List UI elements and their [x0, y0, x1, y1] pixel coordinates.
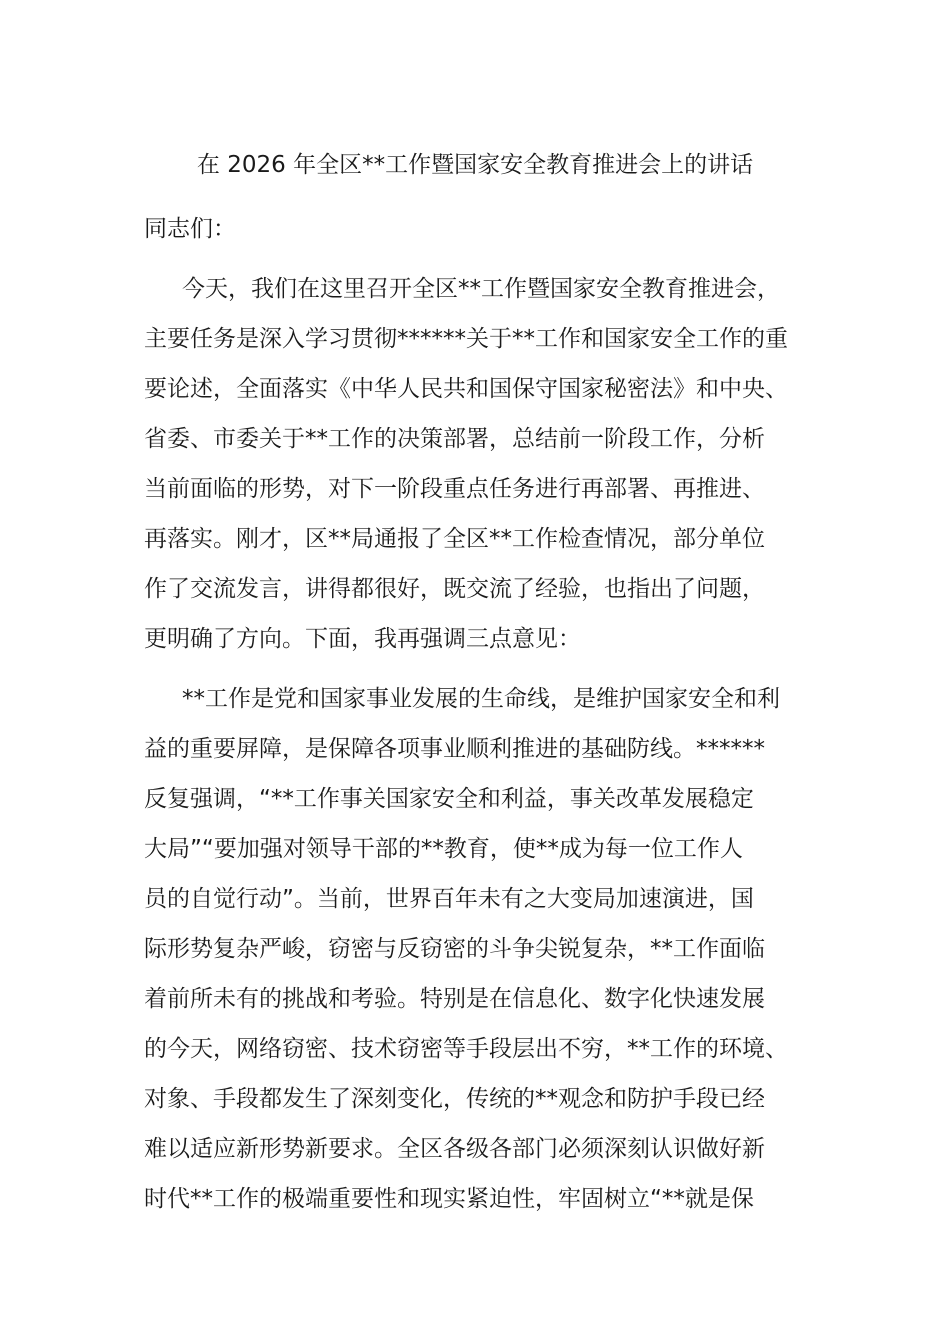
paragraph-line: 作了交流发言，讲得都很好，既交流了经验，也指出了问题， [144, 576, 765, 602]
document-title [0, 148, 950, 182]
paragraph-1 [144, 272, 816, 672]
salutation: 同志们： [144, 216, 236, 242]
paragraph-line: 益的重要屏障，是保障各项事业顺利推进的基础防线。****** [144, 736, 765, 762]
paragraph-line: 今天，我们在这里召开全区**工作暨国家安全教育推进会， [182, 276, 780, 302]
paragraph-line: 着前所未有的挑战和考验。特别是在信息化、数字化快速发展 [144, 986, 765, 1012]
paragraph-line: 反复强调，“**工作事关国家安全和利益，事关改革发展稳定 [144, 786, 754, 812]
paragraph-line: 时代**工作的极端重要性和现实紧迫性，牢固树立“**就是保 [144, 1186, 754, 1212]
paragraph-line: 主要任务是深入学习贯彻******关于**工作和国家安全工作的重 [144, 326, 788, 352]
paragraph-line: 对象、手段都发生了深刻变化，传统的**观念和防护手段已经 [144, 1086, 765, 1112]
paragraph-line: **工作是党和国家事业发展的生命线，是维护国家安全和利 [182, 686, 780, 712]
paragraph-line: 的今天，网络窃密、技术窃密等手段层出不穷，**工作的环境、 [144, 1036, 788, 1062]
paragraph-line: 员的自觉行动”。当前，世界百年未有之大变局加速演进，国 [144, 886, 754, 912]
paragraph-line: 当前面临的形势，对下一阶段重点任务进行再部署、再推进、 [144, 476, 765, 502]
paragraph-line: 再落实。刚才，区**局通报了全区**工作检查情况，部分单位 [144, 526, 765, 552]
document-title-text: 在 2026 年全区**工作暨国家安全教育推进会上的讲话 [196, 152, 754, 178]
paragraph-line: 难以适应新形势新要求。全区各级各部门必须深刻认识做好新 [144, 1136, 765, 1162]
paragraph-line: 省委、市委关于**工作的决策部署，总结前一阶段工作，分析 [144, 426, 765, 452]
paragraph-line: 要论述，全面落实《中华人民共和国保守国家秘密法》和中央、 [144, 376, 788, 402]
paragraph-line: 际形势复杂严峻，窃密与反窃密的斗争尖锐复杂，**工作面临 [144, 936, 765, 962]
paragraph-2 [144, 682, 816, 1232]
paragraph-line: 大局”“要加强对领导干部的**教育，使**成为每一位工作人 [144, 836, 743, 862]
paragraph-line: 更明确了方向。下面，我再强调三点意见： [144, 626, 581, 652]
